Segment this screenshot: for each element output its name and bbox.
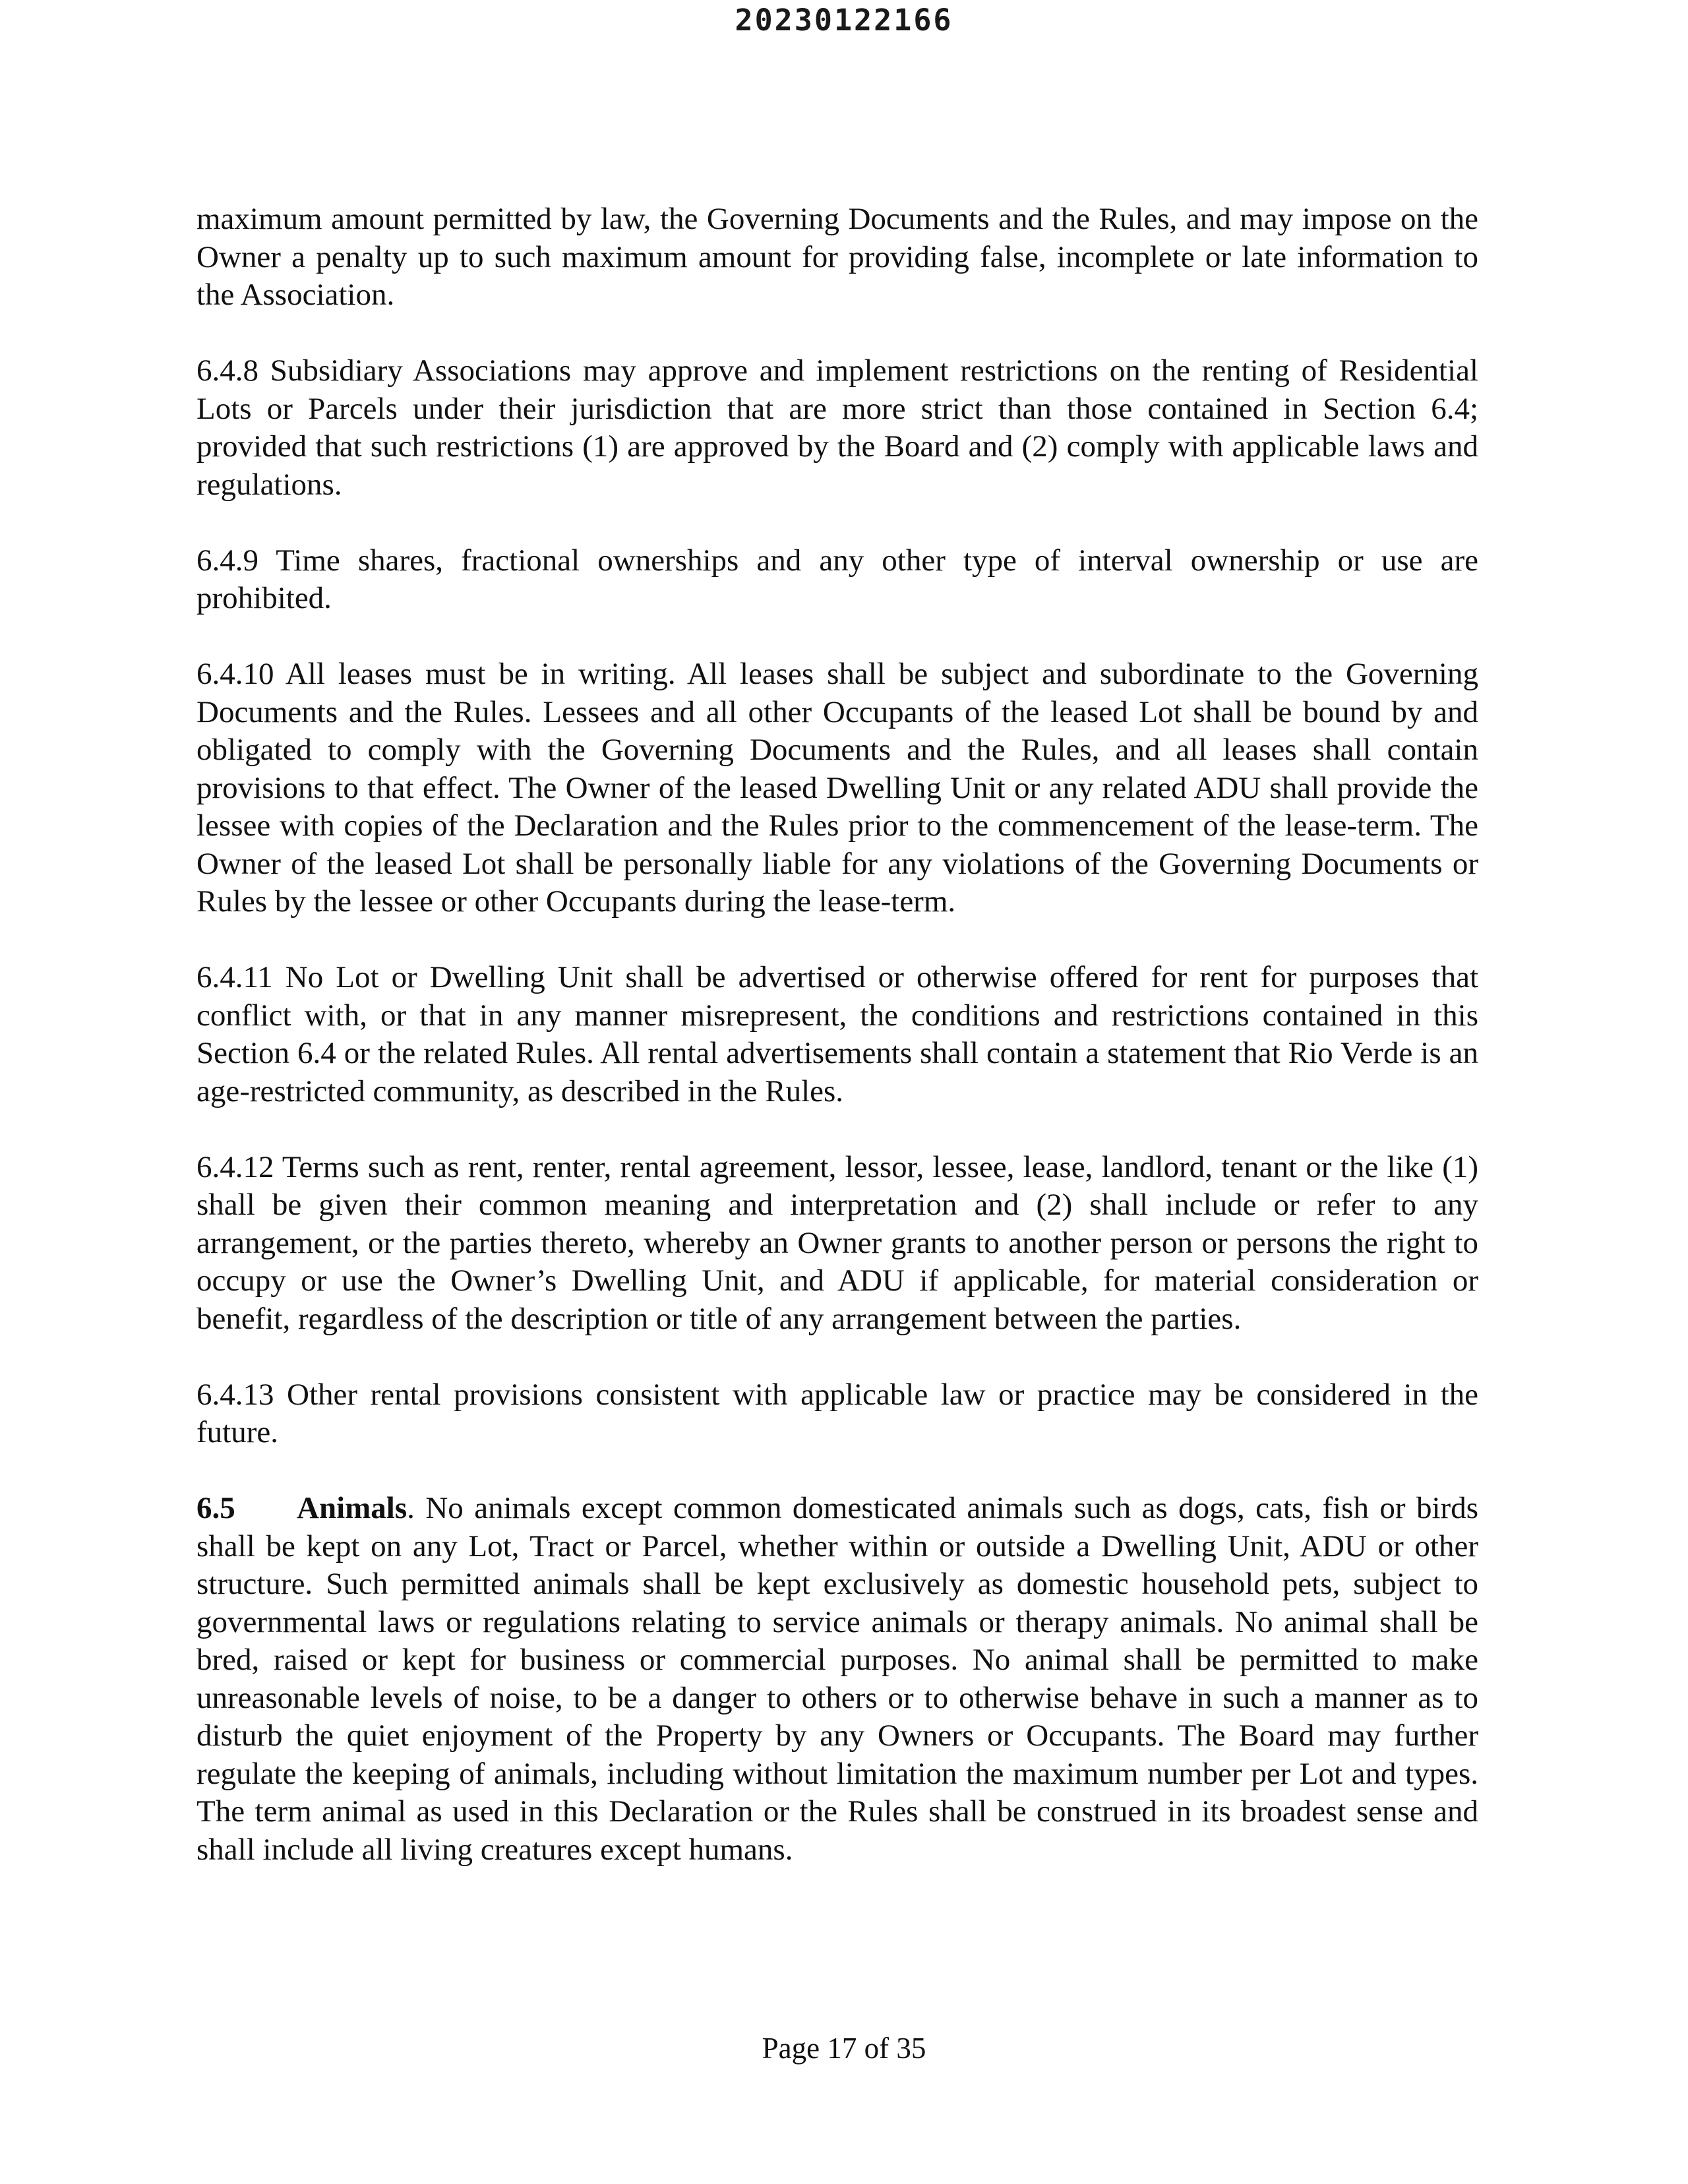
paragraph-6-4-10: 6.4.10 All leases must be in writing. All leases shall be subject and subordinate to the Governing Documents and the Rules. Lessees and all other Occupants of the leased Lot shall be bound by and obligated to comply with the Governing Documents and the Rules, and all leases shall contain provisions to that effect. The Owner of the leased Dwelling Unit or any related ADU shall provide the lessee with copies of the Declaration and the Rules prior to the commencement of the lease-term. The Owner of the leased Lot shall be personally liable for any violations of the Governing Documents or Rules by the lessee or other Occupants during the lease-term. <box>196 657 1478 919</box>
section-6-5-animals <box>196 1490 1478 1869</box>
page-number: Page 17 of 35 <box>762 2032 926 2065</box>
paragraph-6-4-8: 6.4.8 Subsidiary Associations may approve and implement restrictions on the renting of Residential Lots or Parcels under their jurisdiction that are more strict than those contained in Section 6.4; provided that such restrictions (1) are approved by the Board and (2) comply with applicable laws and regulations. <box>196 353 1478 502</box>
section-number: 6.5 <box>196 1491 235 1525</box>
paragraph-6-4-9: 6.4.9 Time shares, fractional ownerships and any other type of interval ownership or use are prohibited. <box>196 543 1478 615</box>
section-title: Animals <box>297 1491 407 1525</box>
recording-number: 20230122166 <box>735 3 953 38</box>
section-body: . No animals except common domesticated animals such as dogs, cats, fish or birds shall be kept on any Lot, Tract or Parcel, whether within or outside a Dwelling Unit, ADU or other structure. Such permitted animals shall be kept exclusively as domestic household pets, subject to governmental laws or regulations relating to service animals or therapy animals. No animal shall be bred, raised or kept for business or commercial purposes. No animal shall be permitted to make unreasonable levels of noise, to be a danger to others or to otherwise behave in such a manner as to disturb the quiet enjoyment of the Property by any Owners or Occupants. The Board may further regulate the keeping of animals, including without limitation the maximum number per Lot and types. The term animal as used in this Declaration or the Rules shall be construed in its broadest sense and shall include all living creatures except humans. <box>196 1491 1478 1867</box>
paragraph-6-4-12: 6.4.12 Terms such as rent, renter, rental agreement, lessor, lessee, lease, landlord, tenant or the like (1) shall be given their common meaning and interpretation and (2) shall include or refer to any arrangement, or the parties thereto, whereby an Owner grants to another person or persons the right to occupy or use the Owner’s Dwelling Unit, and ADU if applicable, for material consideration or benefit, regardless of the description or title of any arrangement between the parties. <box>196 1149 1478 1336</box>
paragraph-6-4-11: 6.4.11 No Lot or Dwelling Unit shall be advertised or otherwise offered for rent for purposes that conflict with, or that in any manner misrepresent, the conditions and restrictions contained in this Section 6.4 or the related Rules. All rental advertisements shall contain a statement that Rio Verde is an age-restricted community, as described in the Rules. <box>196 960 1478 1108</box>
paragraph-6-4-13: 6.4.13 Other rental provisions consistent with applicable law or practice may be considered in the future. <box>196 1377 1478 1449</box>
document-body <box>196 200 1478 1869</box>
paragraph-6-4-7-continuation: maximum amount permitted by law, the Governing Documents and the Rules, and may impose on the Owner a penalty up to such maximum amount for providing false, incomplete or late information to the Association. <box>196 202 1478 312</box>
